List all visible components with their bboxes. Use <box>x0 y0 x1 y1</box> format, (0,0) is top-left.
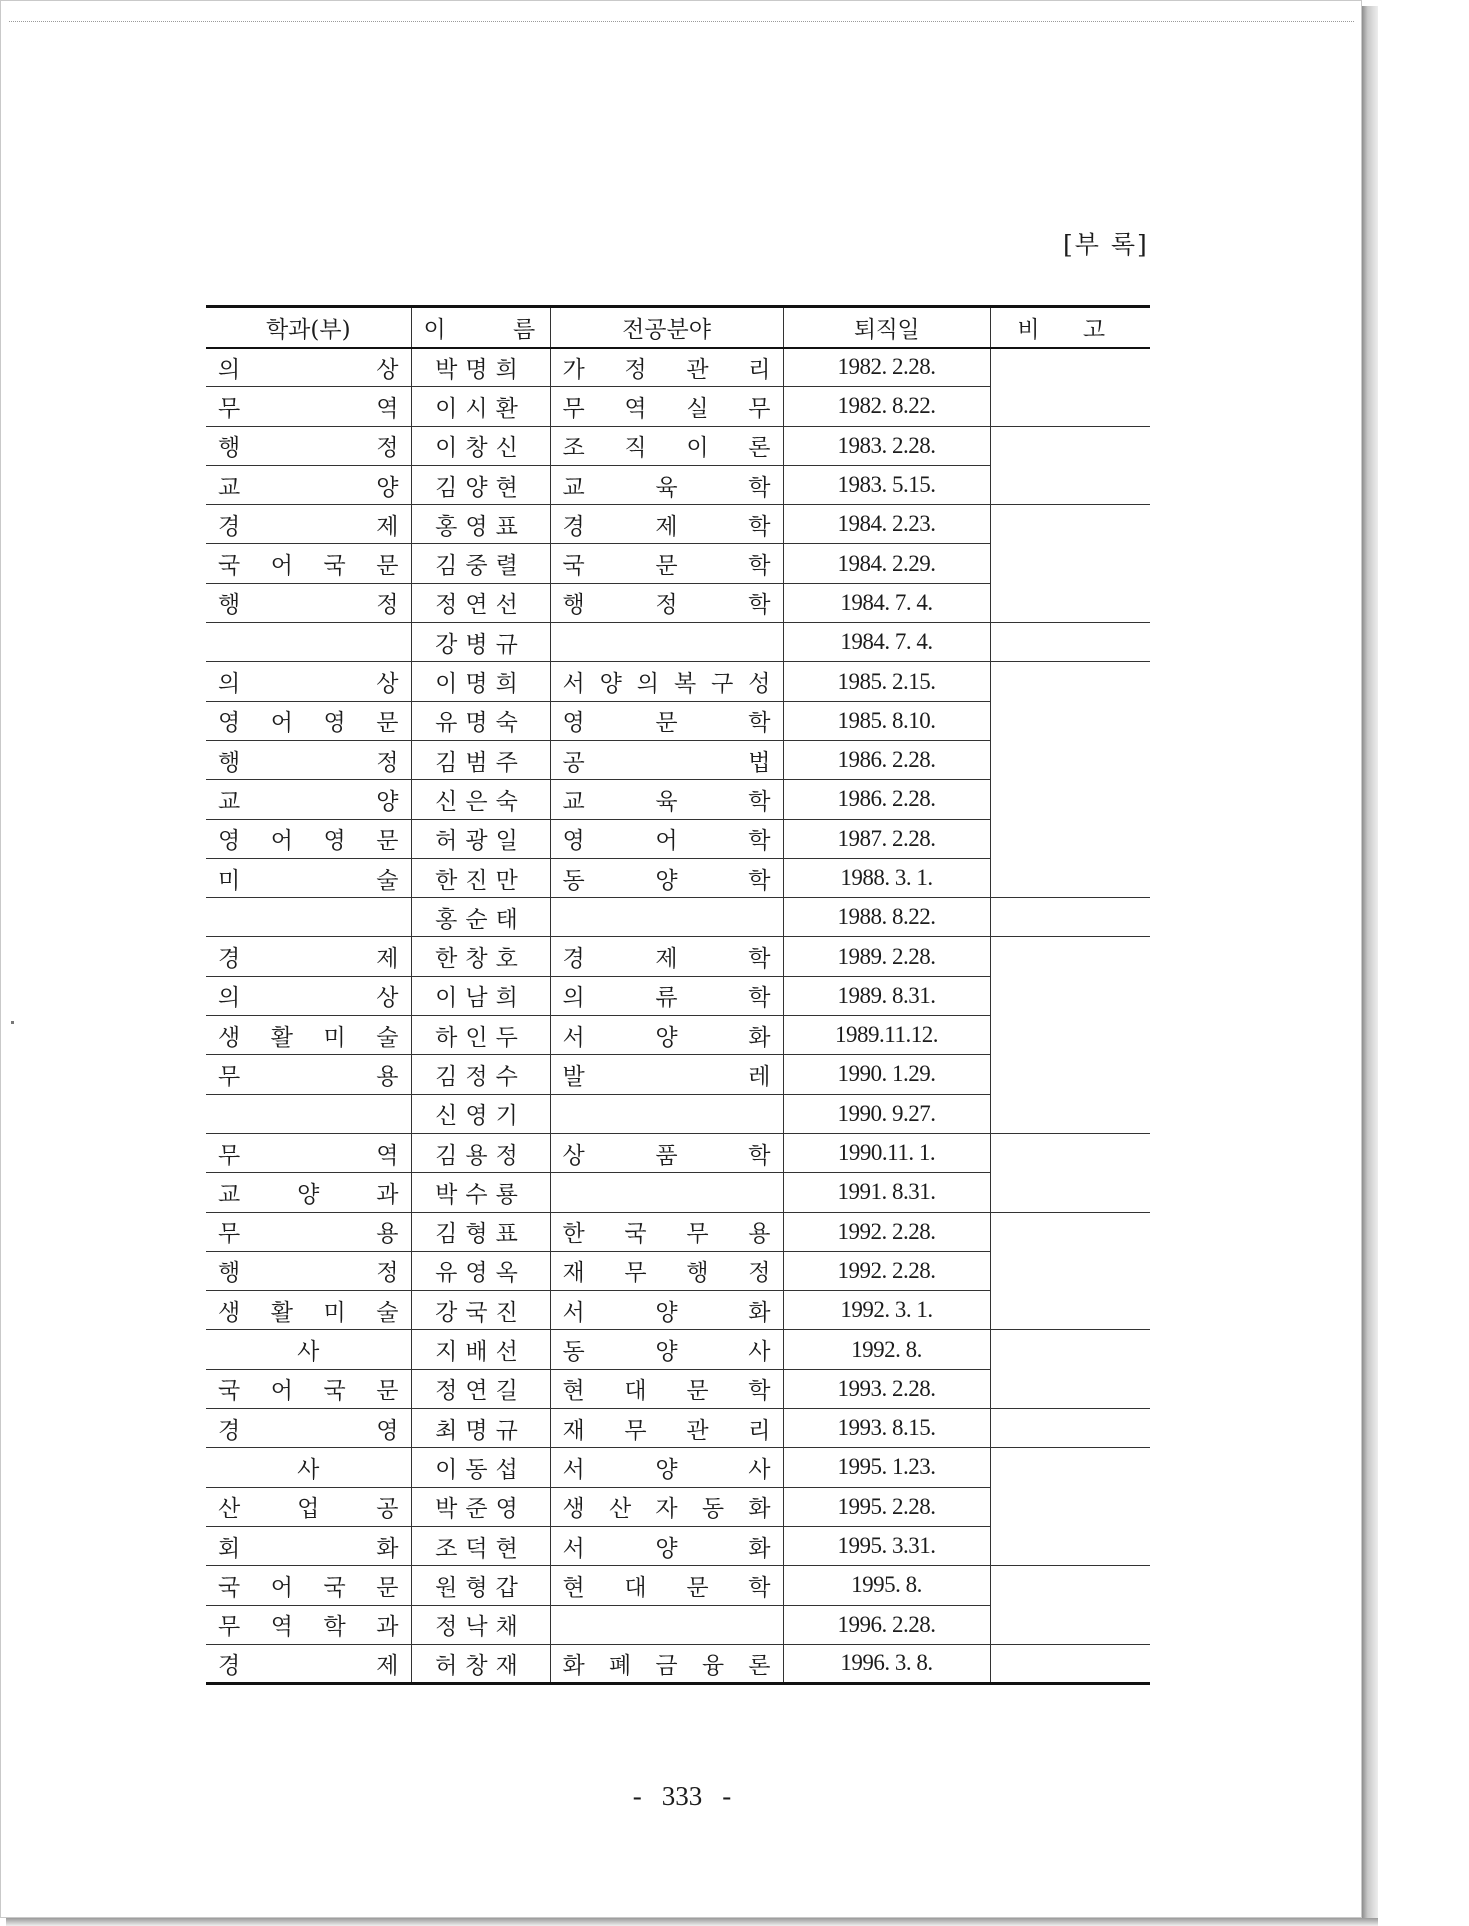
field-cell <box>550 623 783 662</box>
field-cell: 생 산 자 동 화 <box>550 1487 783 1526</box>
header-row <box>206 307 1150 348</box>
remarks-cell <box>990 740 1150 779</box>
name-cell: 신은숙 <box>411 780 550 819</box>
name-cell: 한진만 <box>411 858 550 897</box>
table-row <box>206 1094 1150 1133</box>
name-cell: 정연선 <box>411 583 550 622</box>
department-cell: 행 정 <box>206 740 411 779</box>
retirement-date-cell: 1996. 2.28. <box>783 1605 990 1644</box>
header-name: 이 름 <box>411 307 550 348</box>
name-cell: 김양현 <box>411 465 550 504</box>
remarks-cell <box>990 976 1150 1015</box>
table-row <box>206 662 1150 701</box>
retirement-date-cell: 1991. 8.31. <box>783 1173 990 1212</box>
department-cell: 경 제 <box>206 505 411 544</box>
retirement-date-cell: 1982. 2.28. <box>783 348 990 387</box>
remarks-cell <box>990 505 1150 544</box>
department-cell: 경 영 <box>206 1409 411 1448</box>
table-row <box>206 623 1150 662</box>
field-cell: 발 레 <box>550 1055 783 1094</box>
field-cell: 재 무 관 리 <box>550 1409 783 1448</box>
remarks-cell <box>990 819 1150 858</box>
table-row <box>206 1133 1150 1172</box>
page-number-dash-left: - <box>632 1781 642 1811</box>
remarks-cell <box>990 465 1150 504</box>
department-cell <box>206 1094 411 1133</box>
department-cell: 영 어 영 문 <box>206 819 411 858</box>
retirement-date-cell: 1995. 1.23. <box>783 1448 990 1487</box>
department-cell: 행 정 <box>206 1251 411 1290</box>
department-cell: 사 <box>206 1448 411 1487</box>
name-cell: 하인두 <box>411 1016 550 1055</box>
field-cell: 서 양 화 <box>550 1526 783 1565</box>
page-number-value: 333 <box>661 1781 703 1811</box>
retirement-date-cell: 1983. 5.15. <box>783 465 990 504</box>
header-field: 전공분야 <box>550 307 783 348</box>
remarks-cell <box>990 1330 1150 1369</box>
header-department: 학과(부) <box>206 307 411 348</box>
table-header <box>206 307 1150 348</box>
table-row <box>206 898 1150 937</box>
name-cell: 정낙채 <box>411 1605 550 1644</box>
remarks-cell <box>990 1055 1150 1094</box>
department-cell: 무 역 학 과 <box>206 1605 411 1644</box>
table-body <box>206 348 1150 1684</box>
table-row <box>206 1212 1150 1251</box>
field-cell: 동 양 학 <box>550 858 783 897</box>
remarks-cell <box>990 1291 1150 1330</box>
retirement-date-cell: 1984. 7. 4. <box>783 583 990 622</box>
department-cell: 국 어 국 문 <box>206 1369 411 1408</box>
retirement-date-cell: 1992. 2.28. <box>783 1251 990 1290</box>
field-cell: 공 법 <box>550 740 783 779</box>
header-retirement-date: 퇴직일 <box>783 307 990 348</box>
remarks-cell <box>990 662 1150 701</box>
field-cell: 경 제 학 <box>550 505 783 544</box>
header-remarks: 비 고 <box>990 307 1150 348</box>
remarks-cell <box>990 1173 1150 1212</box>
remarks-cell <box>990 1212 1150 1251</box>
name-cell: 홍영표 <box>411 505 550 544</box>
name-cell: 김범주 <box>411 740 550 779</box>
retirement-date-cell: 1989.11.12. <box>783 1016 990 1055</box>
name-cell: 원형갑 <box>411 1566 550 1605</box>
table-row <box>206 1173 1150 1212</box>
field-cell: 서 양 화 <box>550 1291 783 1330</box>
retirement-date-cell: 1989. 2.28. <box>783 937 990 976</box>
retirement-date-cell: 1984. 2.23. <box>783 505 990 544</box>
department-cell: 행 정 <box>206 583 411 622</box>
table-row <box>206 544 1150 583</box>
field-cell: 국 문 학 <box>550 544 783 583</box>
table-row <box>206 1448 1150 1487</box>
name-cell: 강병규 <box>411 623 550 662</box>
name-cell: 이남희 <box>411 976 550 1015</box>
remarks-cell <box>990 544 1150 583</box>
table-row <box>206 348 1150 387</box>
remarks-cell <box>990 858 1150 897</box>
table-row <box>206 1526 1150 1565</box>
department-cell: 생 활 미 술 <box>206 1291 411 1330</box>
department-cell: 교 양 <box>206 780 411 819</box>
field-cell <box>550 1094 783 1133</box>
page-edge-shadow <box>1362 6 1378 1924</box>
remarks-cell <box>990 1094 1150 1133</box>
field-cell: 영 어 학 <box>550 819 783 858</box>
field-cell: 가 정 관 리 <box>550 348 783 387</box>
table-row <box>206 1016 1150 1055</box>
retirement-date-cell: 1982. 8.22. <box>783 387 990 426</box>
remarks-cell <box>990 1448 1150 1487</box>
retirement-date-cell: 1984. 2.29. <box>783 544 990 583</box>
remarks-cell <box>990 780 1150 819</box>
remarks-cell <box>990 1133 1150 1172</box>
retirement-date-cell: 1986. 2.28. <box>783 740 990 779</box>
department-cell: 사 <box>206 1330 411 1369</box>
department-cell <box>206 623 411 662</box>
remarks-cell <box>990 898 1150 937</box>
remarks-cell <box>990 1644 1150 1683</box>
table-row <box>206 1566 1150 1605</box>
remarks-cell <box>990 1369 1150 1408</box>
name-cell: 유영옥 <box>411 1251 550 1290</box>
name-cell: 박수룡 <box>411 1173 550 1212</box>
name-cell: 신영기 <box>411 1094 550 1133</box>
department-cell: 생 활 미 술 <box>206 1016 411 1055</box>
retired-faculty-table <box>206 305 1150 1685</box>
table-row <box>206 1251 1150 1290</box>
table-row <box>206 780 1150 819</box>
field-cell: 상 품 학 <box>550 1133 783 1172</box>
table-row <box>206 1605 1150 1644</box>
field-cell: 서 양 화 <box>550 1016 783 1055</box>
table-row <box>206 465 1150 504</box>
department-cell: 행 정 <box>206 426 411 465</box>
margin-mark <box>11 1021 14 1024</box>
table-row <box>206 819 1150 858</box>
retirement-date-cell: 1990.11. 1. <box>783 1133 990 1172</box>
table-row <box>206 583 1150 622</box>
department-cell: 산 업 공 <box>206 1487 411 1526</box>
remarks-cell <box>990 1566 1150 1605</box>
retirement-date-cell: 1993. 8.15. <box>783 1409 990 1448</box>
field-cell: 조 직 이 론 <box>550 426 783 465</box>
retirement-date-cell: 1995. 2.28. <box>783 1487 990 1526</box>
name-cell: 박명희 <box>411 348 550 387</box>
department-cell: 미 술 <box>206 858 411 897</box>
field-cell: 서 양 의 복 구 성 <box>550 662 783 701</box>
field-cell: 교 육 학 <box>550 465 783 504</box>
retirement-date-cell: 1993. 2.28. <box>783 1369 990 1408</box>
remarks-cell <box>990 701 1150 740</box>
field-cell: 교 육 학 <box>550 780 783 819</box>
retirement-date-cell: 1995. 8. <box>783 1566 990 1605</box>
name-cell: 김중렬 <box>411 544 550 583</box>
table-row <box>206 505 1150 544</box>
name-cell: 이명희 <box>411 662 550 701</box>
field-cell <box>550 1173 783 1212</box>
name-cell: 유명숙 <box>411 701 550 740</box>
remarks-cell <box>990 623 1150 662</box>
name-cell: 허광일 <box>411 819 550 858</box>
name-cell: 정연길 <box>411 1369 550 1408</box>
name-cell: 김정수 <box>411 1055 550 1094</box>
department-cell: 무 역 <box>206 387 411 426</box>
retirement-date-cell: 1996. 3. 8. <box>783 1644 990 1683</box>
remarks-cell <box>990 1526 1150 1565</box>
name-cell: 박준영 <box>411 1487 550 1526</box>
retirement-date-cell: 1992. 8. <box>783 1330 990 1369</box>
field-cell <box>550 898 783 937</box>
field-cell: 서 양 사 <box>550 1448 783 1487</box>
table-row <box>206 701 1150 740</box>
department-cell: 회 화 <box>206 1526 411 1565</box>
department-cell: 의 상 <box>206 976 411 1015</box>
department-cell: 경 제 <box>206 937 411 976</box>
appendix-label: [부 록] <box>1063 230 1149 259</box>
table-row <box>206 1487 1150 1526</box>
department-cell: 무 용 <box>206 1055 411 1094</box>
table-row <box>206 1330 1150 1369</box>
field-cell: 행 정 학 <box>550 583 783 622</box>
name-cell: 이동섭 <box>411 1448 550 1487</box>
department-cell <box>206 898 411 937</box>
remarks-cell <box>990 348 1150 387</box>
field-cell: 화 폐 금 융 론 <box>550 1644 783 1683</box>
top-dotted-rule <box>9 21 1354 22</box>
name-cell: 이시환 <box>411 387 550 426</box>
retirement-date-cell: 1992. 3. 1. <box>783 1291 990 1330</box>
retirement-date-cell: 1985. 2.15. <box>783 662 990 701</box>
retirement-date-cell: 1995. 3.31. <box>783 1526 990 1565</box>
name-cell: 홍순태 <box>411 898 550 937</box>
retirement-date-cell: 1992. 2.28. <box>783 1212 990 1251</box>
table-row <box>206 1369 1150 1408</box>
table-row <box>206 858 1150 897</box>
field-cell <box>550 1605 783 1644</box>
retirement-date-cell: 1986. 2.28. <box>783 780 990 819</box>
retirement-date-cell: 1989. 8.31. <box>783 976 990 1015</box>
table-row <box>206 1409 1150 1448</box>
table-row <box>206 1291 1150 1330</box>
retirement-date-cell: 1988. 8.22. <box>783 898 990 937</box>
field-cell: 의 류 학 <box>550 976 783 1015</box>
retirement-date-cell: 1990. 9.27. <box>783 1094 990 1133</box>
department-cell: 국 어 국 문 <box>206 544 411 583</box>
department-cell: 의 상 <box>206 348 411 387</box>
table-row <box>206 1644 1150 1683</box>
name-cell: 허창재 <box>411 1644 550 1683</box>
field-cell: 영 문 학 <box>550 701 783 740</box>
remarks-cell <box>990 1251 1150 1290</box>
department-cell: 경 제 <box>206 1644 411 1683</box>
field-cell: 동 양 사 <box>550 1330 783 1369</box>
name-cell: 지배선 <box>411 1330 550 1369</box>
retirement-date-cell: 1990. 1.29. <box>783 1055 990 1094</box>
remarks-cell <box>990 1605 1150 1644</box>
name-cell: 강국진 <box>411 1291 550 1330</box>
retirement-date-cell: 1987. 2.28. <box>783 819 990 858</box>
name-cell: 조덕현 <box>411 1526 550 1565</box>
department-cell: 무 역 <box>206 1133 411 1172</box>
name-cell: 이창신 <box>411 426 550 465</box>
remarks-cell <box>990 1487 1150 1526</box>
department-cell: 무 용 <box>206 1212 411 1251</box>
page-number-dash-right: - <box>722 1781 732 1811</box>
name-cell: 김용정 <box>411 1133 550 1172</box>
page-number <box>1 1781 1363 1812</box>
field-cell: 한 국 무 용 <box>550 1212 783 1251</box>
name-cell: 김형표 <box>411 1212 550 1251</box>
field-cell: 재 무 행 정 <box>550 1251 783 1290</box>
table-row <box>206 387 1150 426</box>
remarks-cell <box>990 1409 1150 1448</box>
department-cell: 영 어 영 문 <box>206 701 411 740</box>
retirement-date-cell: 1983. 2.28. <box>783 426 990 465</box>
remarks-cell <box>990 1016 1150 1055</box>
department-cell: 국 어 국 문 <box>206 1566 411 1605</box>
page-edge-shadow-bottom <box>6 1918 1378 1926</box>
field-cell: 무 역 실 무 <box>550 387 783 426</box>
department-cell: 의 상 <box>206 662 411 701</box>
name-cell: 최명규 <box>411 1409 550 1448</box>
department-cell: 교 양 과 <box>206 1173 411 1212</box>
field-cell: 현 대 문 학 <box>550 1566 783 1605</box>
remarks-cell <box>990 937 1150 976</box>
retirement-date-cell: 1988. 3. 1. <box>783 858 990 897</box>
table-row <box>206 740 1150 779</box>
table-row <box>206 426 1150 465</box>
table-row <box>206 1055 1150 1094</box>
table-row <box>206 937 1150 976</box>
name-cell: 한창호 <box>411 937 550 976</box>
field-cell: 경 제 학 <box>550 937 783 976</box>
retirement-date-cell: 1985. 8.10. <box>783 701 990 740</box>
department-cell: 교 양 <box>206 465 411 504</box>
remarks-cell <box>990 387 1150 426</box>
remarks-cell <box>990 583 1150 622</box>
retirement-date-cell: 1984. 7. 4. <box>783 623 990 662</box>
remarks-cell <box>990 426 1150 465</box>
table-row <box>206 976 1150 1015</box>
field-cell: 현 대 문 학 <box>550 1369 783 1408</box>
